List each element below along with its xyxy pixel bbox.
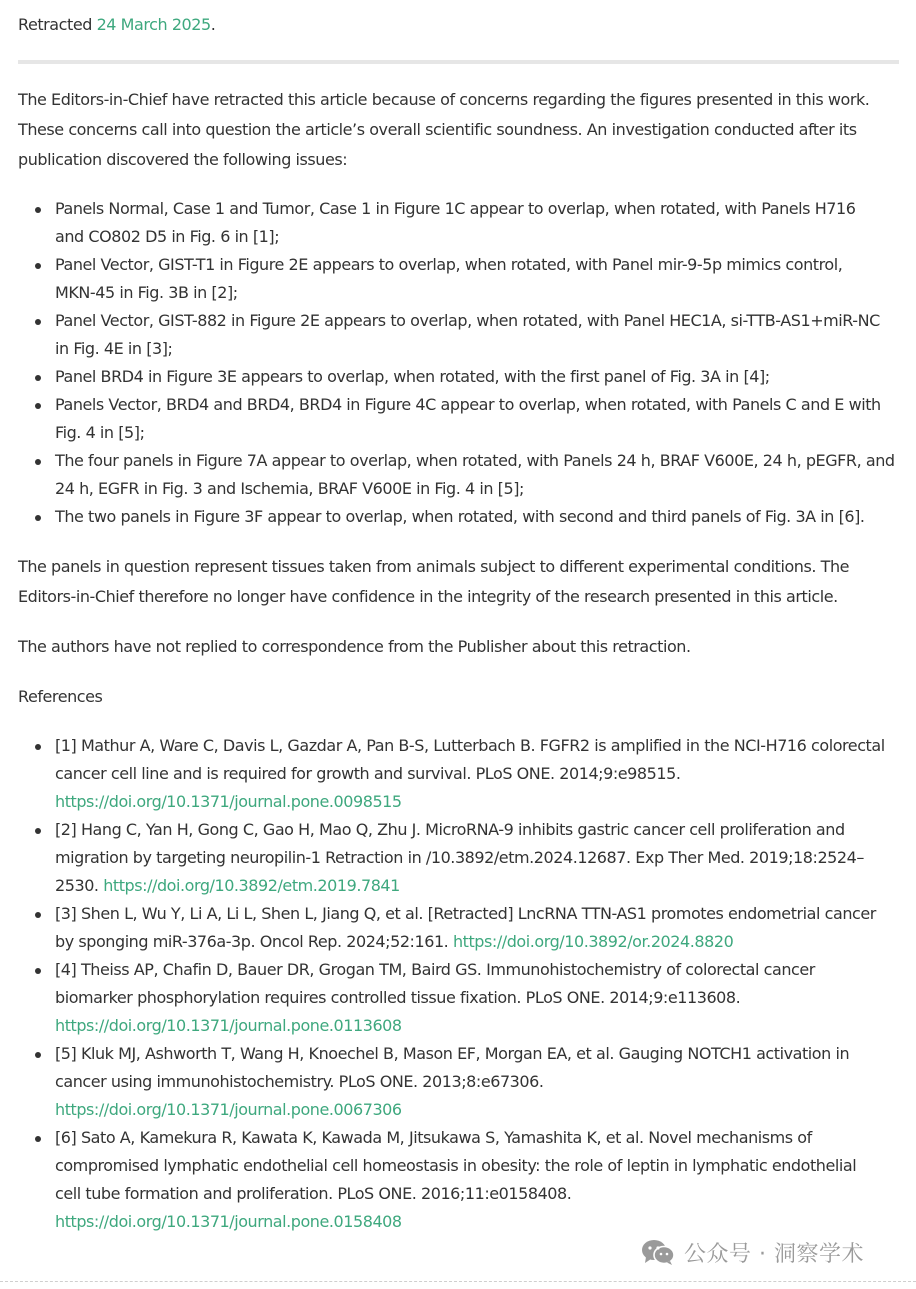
authors-paragraph: The authors have not replied to correspondence from the Publisher about this retraction. (18, 637, 691, 656)
issues-list (18, 195, 898, 531)
issue-item: The two panels in Figure 3F appear to overlap, when rotated, with second and third panels of Fig. 3A in [6]. (18, 503, 898, 531)
panels-paragraph (18, 552, 898, 612)
intro-line-2: These concerns call into question the article’s overall scientific soundness. An investigation conducted after its (18, 120, 857, 139)
retraction-suffix: . (210, 15, 216, 34)
reference-item: [1] Mathur A, Ware C, Davis L, Gazdar A, Pan B-S, Lutterbach B. FGFR2 is amplified in the NCI-H716 colorectal cancer cell line and is required for growth and survival. PLoS ONE. 2014;9:e98515. https://doi.org/10.1371/journal.pone.0098515 (18, 732, 898, 816)
retraction-date-line (18, 12, 215, 38)
reference-doi-link[interactable]: https://doi.org/10.1371/journal.pone.0067306 (55, 1100, 402, 1119)
reference-item: [3] Shen L, Wu Y, Li A, Li L, Shen L, Jiang Q, et al. [Retracted] LncRNA TTN-AS1 promotes endometrial cancer by sponging miR-376a-3p. Oncol Rep. 2024;52:161. https://doi.org/10.3892/or.2024.8820 (18, 900, 898, 956)
bullet (35, 968, 41, 974)
bullet (35, 744, 41, 750)
retraction-prefix: Retracted (18, 15, 97, 34)
intro-line-3: publication discovered the following issues: (18, 150, 348, 169)
reference-item: [4] Theiss AP, Chafin D, Bauer DR, Grogan TM, Baird GS. Immunohistochemistry of colorectal cancer biomarker phosphorylation requires controlled tissue fixation. PLoS ONE. 2014;9:e113608. https://doi.org/10.1371/journal.pone.0113608 (18, 956, 898, 1040)
bullet (35, 375, 41, 381)
reference-item: [5] Kluk MJ, Ashworth T, Wang H, Knoechel B, Mason EF, Morgan EA, et al. Gauging NOTCH1 activation in cancer using immunohistochemistry. PLoS ONE. 2013;8:e67306. https://doi.org/10.1371/journal.pone.0067306 (18, 1040, 898, 1124)
reference-item: [2] Hang C, Yan H, Gong C, Gao H, Mao Q, Zhu J. MicroRNA-9 inhibits gastric cancer cell proliferation and migration by targeting neuropilin-1 Retraction in /10.3892/etm.2024.12687. Exp Ther Med. 2019;18:2524– 2530. https://doi.org/10.3892/etm.2019.7841 (18, 816, 898, 900)
bullet (35, 459, 41, 465)
reference-doi-link[interactable]: https://doi.org/10.3892/or.2024.8820 (452, 932, 734, 951)
reference-doi-link[interactable]: https://doi.org/10.1371/journal.pone.0113608 (55, 1016, 402, 1035)
wechat-icon (640, 1238, 676, 1266)
panels-line-1: The panels in question represent tissues taken from animals subject to different experimental conditions. The (18, 557, 850, 576)
bullet (35, 912, 41, 918)
bullet (35, 515, 41, 521)
bullet (35, 319, 41, 325)
bullet (35, 403, 41, 409)
issue-item: Panels Vector, BRD4 and BRD4, BRD4 in Figure 4C appear to overlap, when rotated, with Panels C and E with Fig. 4 in [5]; (18, 391, 898, 447)
panels-line-2: Editors-in-Chief therefore no longer have confidence in the integrity of the research presented in this article. (18, 587, 838, 606)
issue-item: Panel BRD4 in Figure 3E appears to overlap, when rotated, with the first panel of Fig. 3A in [4]; (18, 363, 898, 391)
issue-item: Panel Vector, GIST-882 in Figure 2E appears to overlap, when rotated, with Panel HEC1A, si-TTB-AS1+miR-NC in Fig. 4E in [3]; (18, 307, 898, 363)
references-list (18, 732, 898, 1236)
bottom-divider (0, 1281, 916, 1282)
watermark (640, 1236, 864, 1268)
watermark-text: 公众号 · 洞察学术 (684, 1241, 864, 1267)
reference-doi-link[interactable]: https://doi.org/10.1371/journal.pone.0098515 (55, 792, 402, 811)
bullet (35, 1052, 41, 1058)
intro-paragraph (18, 85, 898, 175)
issue-item: The four panels in Figure 7A appear to overlap, when rotated, with Panels 24 h, BRAF V600E, 24 h, pEGFR, and 24 h, EGFR in Fig. 3 and Ischemia, BRAF V600E in Fig. 4 in [5]; (18, 447, 898, 503)
bullet (35, 207, 41, 213)
reference-doi-link[interactable]: https://doi.org/10.1371/journal.pone.0158408 (55, 1212, 402, 1231)
retraction-date-link[interactable]: 24 March 2025 (96, 15, 211, 34)
bullet (35, 1136, 41, 1142)
reference-item: [6] Sato A, Kamekura R, Kawata K, Kawada M, Jitsukawa S, Yamashita K, et al. Novel mechanisms of compromised lymphatic endothelial cell homeostasis in obesity: the role of leptin in lymphatic endothelial cell tube formation and proliferation. PLoS ONE. 2016;11:e0158408. https://doi.org/10.1371/journal.pone.0158408 (18, 1124, 898, 1236)
bullet (35, 828, 41, 834)
section-divider (18, 60, 899, 64)
bullet (35, 263, 41, 269)
issue-item: Panels Normal, Case 1 and Tumor, Case 1 in Figure 1C appear to overlap, when rotated, with Panels H716 and CO802 D5 in Fig. 6 in [1]; (18, 195, 898, 251)
issue-item: Panel Vector, GIST-T1 in Figure 2E appears to overlap, when rotated, with Panel mir-9-5p mimics control, MKN-45 in Fig. 3B in [2]; (18, 251, 898, 307)
reference-doi-link[interactable]: https://doi.org/10.3892/etm.2019.7841 (103, 876, 400, 895)
intro-line-1: The Editors-in-Chief have retracted this article because of concerns regarding the figures presented in this work. (18, 90, 870, 109)
references-heading: References (18, 687, 103, 706)
